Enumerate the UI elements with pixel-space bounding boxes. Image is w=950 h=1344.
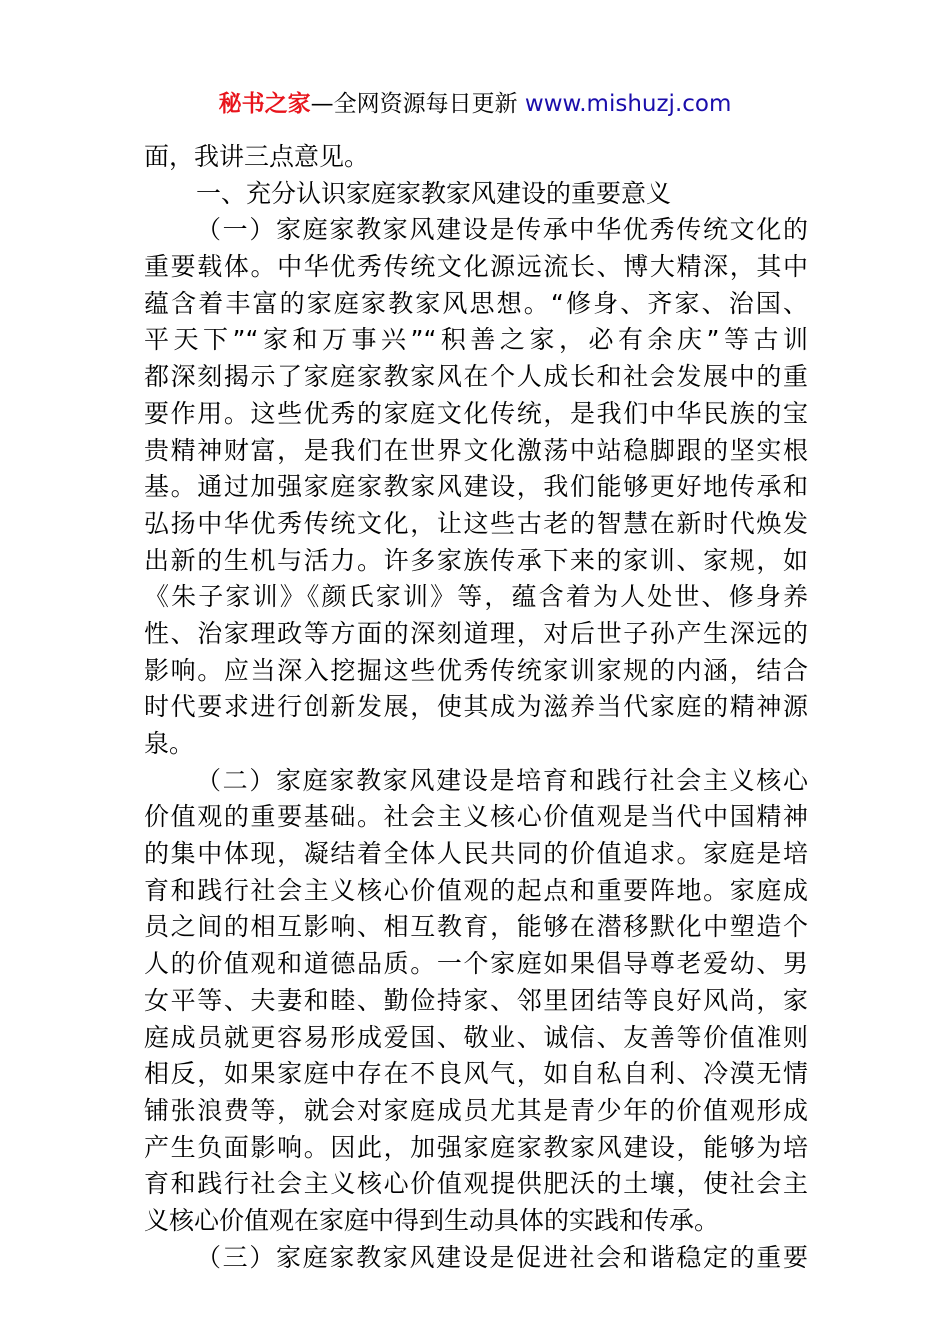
text-line: 要作用。这些优秀的家庭文化传统，是我们中华民族的宝 <box>144 398 808 428</box>
text-line: 面，我讲三点意见。 <box>144 142 370 171</box>
header-slogan: 全网资源每日更新 <box>333 91 525 117</box>
text-line: 铺张浪费等，就会对家庭成员尤其是青少年的价值观形成 <box>144 1095 808 1125</box>
text-line: 女平等、夫妻和睦、勤俭持家、邻里团结等良好风尚，家 <box>144 985 808 1015</box>
text-line: 员之间的相互影响、相互教育，能够在潜移默化中塑造个 <box>144 912 808 942</box>
text-line: 影响。应当深入挖掘这些优秀传统家训家规的内涵，结合 <box>144 655 808 685</box>
text-line: 重要载体。中华优秀传统文化源远流长、博大精深，其中 <box>144 252 808 282</box>
text-line: 产生负面影响。因此，加强家庭家教家风建设，能够为培 <box>144 1132 808 1162</box>
text-line: 性、治家理政等方面的深刻道理，对后世子孙产生深远的 <box>144 618 808 648</box>
text-line: （一）家庭家教家风建设是传承中华优秀传统文化的 <box>196 215 808 245</box>
text-line: 义核心价值观在家庭中得到生动具体的实践和传承。 <box>144 1205 720 1235</box>
header-separator: — <box>310 91 334 117</box>
text-line: 人的价值观和道德品质。一个家庭如果倡导尊老爱幼、男 <box>144 949 808 979</box>
text-line: 庭成员就更容易形成爱国、敬业、诚信、友善等价值准则 <box>144 1022 808 1052</box>
text-line: 《朱子家训》《颜氏家训》等，蕴含着为人处世、修身养 <box>144 582 808 612</box>
text-line: 的集中体现，凝结着全体人民共同的价值追求。家庭是培 <box>144 839 808 869</box>
text-line: 基。通过加强家庭家教家风建设，我们能够更好地传承和 <box>144 472 808 502</box>
text-line: 育和践行社会主义核心价值观的起点和重要阵地。家庭成 <box>144 875 808 905</box>
text-line: 都深刻揭示了家庭家教家风在个人成长和社会发展中的重 <box>144 362 808 392</box>
text-line: 平天下”“家和万事兴”“积善之家，必有余庆”等古训 <box>144 325 808 355</box>
text-line: 价值观的重要基础。社会主义核心价值观是当代中国精神 <box>144 802 808 832</box>
text-line: 贵精神财富，是我们在世界文化激荡中站稳脚跟的坚实根 <box>144 435 808 465</box>
header-url-link[interactable]: www.mishuzj.com <box>524 91 732 117</box>
text-line: （三）家庭家教家风建设是促进社会和谐稳定的重要 <box>196 1242 808 1272</box>
text-line: 育和践行社会主义核心价值观提供肥沃的土壤，使社会主 <box>144 1169 808 1199</box>
text-line: 一、充分认识家庭家教家风建设的重要意义 <box>196 178 672 208</box>
text-line: （二）家庭家教家风建设是培育和践行社会主义核心 <box>196 765 808 795</box>
text-line: 时代要求进行创新发展，使其成为滋养当代家庭的精神源 <box>144 692 808 722</box>
page-header <box>0 88 950 120</box>
text-line: 出新的生机与活力。许多家族传承下来的家训、家规，如 <box>144 545 808 575</box>
text-line: 泉。 <box>144 729 195 758</box>
text-line: 相反，如果家庭中存在不良风气，如自私自利、冷漠无情 <box>144 1059 808 1089</box>
document-body <box>144 139 808 1276</box>
text-line: 弘扬中华优秀传统文化，让这些古老的智慧在新时代焕发 <box>144 508 808 538</box>
header-brand: 秘书之家 <box>218 91 311 117</box>
text-line: 蕴含着丰富的家庭家教家风思想。“修身、齐家、治国、 <box>144 288 808 318</box>
